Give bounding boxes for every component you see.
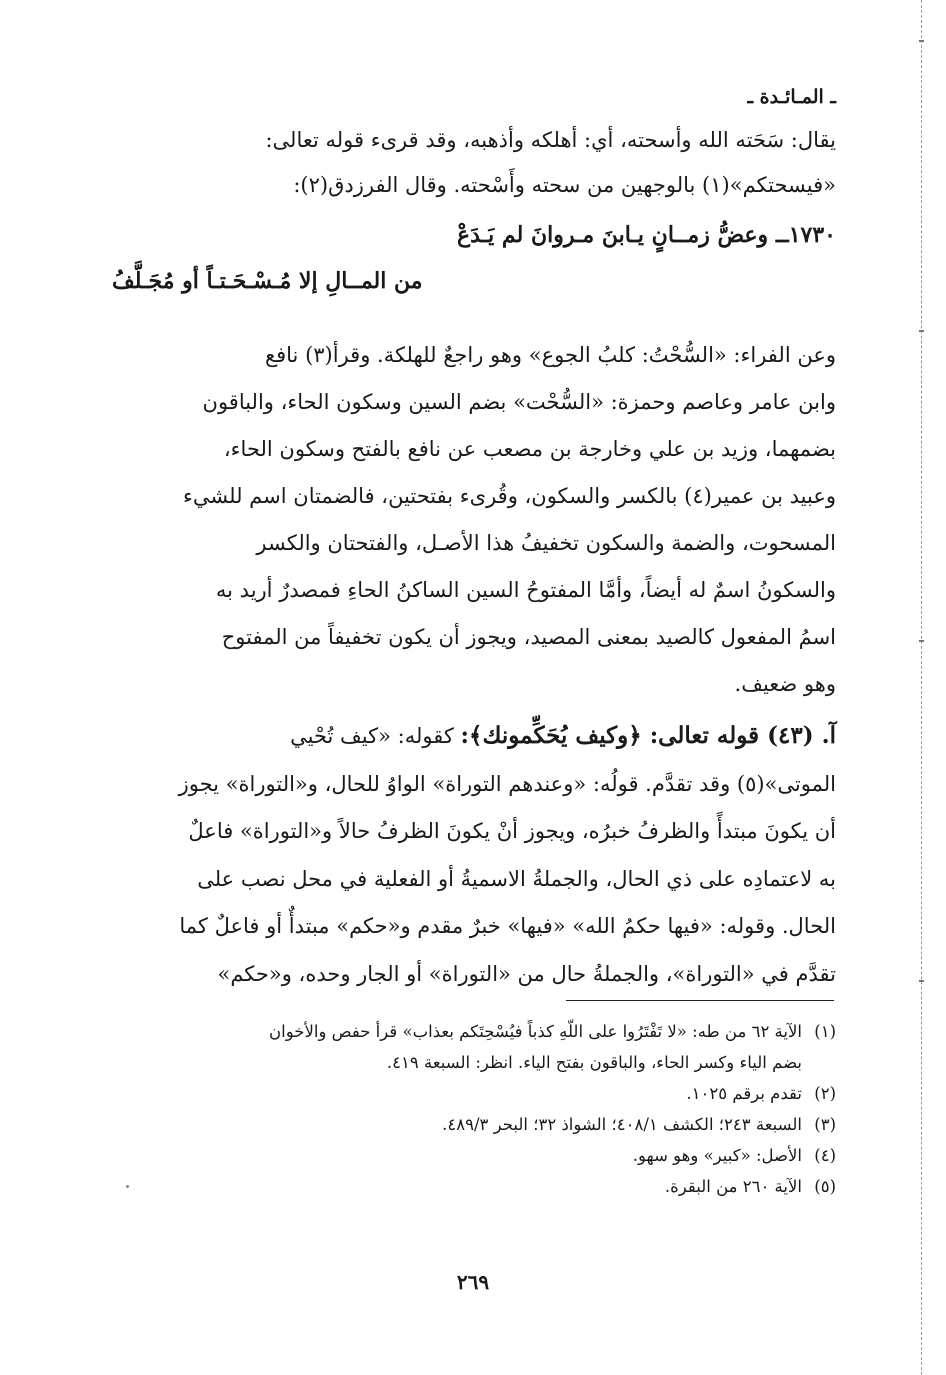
intro-line: يقال: سَحَته الله وأسحته، أي: أهلكه وأذهبه، وقد قرىء قوله تعالى: (265, 128, 836, 152)
footnote-text: الأصل: «كبير» وهو سهو. (632, 1146, 802, 1165)
running-header: ـ المـائـدة ـ (747, 86, 836, 108)
footnote-number: (٥) (814, 1177, 836, 1196)
footnote-text: تقدم برقم ١٠٢٥. (686, 1084, 802, 1103)
verse-first-hemistich: ١٧٣٠ــ وعضُّ زمــانٍ يـابنَ مـروانَ لم يَـدَعْ (457, 222, 836, 248)
verse-heading: آ. (٤٣) قوله تعالى: ﴿وكيف يُحَكِّمونك﴾: (460, 722, 836, 749)
text-line: الحال. وقوله: «فيها حكمُ الله» «فيها» خبرٌ مقدم و«حكم» مبتدأٌ أو فاعلٌ كما (179, 914, 836, 938)
footnote-text: الآية ٦٢ من طه: «لا تَفْتَرُوا على اللّهِ كذباً فيُسْحِتَكم بعذاب» قرأ حفص والأخوان (269, 1022, 802, 1041)
text-line: المسحوت، والضمة والسكون تخفيفُ هذا الأصـل، والفتحتان والكسر (256, 531, 836, 555)
page-number: ٢٦٩ (456, 1270, 490, 1294)
edge-tick (919, 980, 924, 982)
footnote-number: (٤) (814, 1146, 836, 1165)
edge-tick (919, 330, 924, 332)
paragraph-readings (112, 332, 836, 708)
paragraph-verse-43 (112, 712, 836, 998)
edge-tick (919, 640, 924, 642)
verse-heading-rest: كقوله: «كيف تُحْيي (290, 724, 461, 748)
text-line: أن يكونَ مبتدأً والظرفُ خبرُه، ويجوز أنْ يكونَ الظرفُ حالاً و«التوراة» فاعلٌ (188, 819, 836, 843)
page-edge-dashed-line (921, 0, 922, 1375)
text-line: به لاعتمادِه على ذي الحال، والجملةُ الاسميةُ أو الفعلية في محل نصب على (197, 866, 836, 891)
footnote-continuation: بضم الياء وكسر الحاء، والباقون بفتح الياء. انظر: السبعة ٤١٩. (386, 1053, 802, 1072)
intro-line: «فيسحتكم»(١) بالوجهين من سحته وأَسْحته. وقال الفرزدق(٢): (293, 173, 836, 197)
footnote (112, 1078, 836, 1109)
footnote (112, 1109, 836, 1140)
intro-text (112, 118, 836, 208)
footnote-number: (٣) (814, 1115, 836, 1134)
footnote-text: السبعة ٢٤٣؛ الكشف ٤٠٨/١؛ الشواذ ٣٢؛ البحر ٤٨٩/٣. (442, 1115, 802, 1134)
text-line: تقدَّم في «التوراة»، والجملةُ حال من «التوراة» أو الجار وحده، و«حكم» (217, 961, 836, 986)
text-line: وابن عامر وعاصم وحمزة: «السُّحْت» بضم السين وسكون الحاء، والباقون (202, 390, 836, 414)
footnote (112, 1016, 836, 1078)
verse-second-hemistich: من المــالِ إلا مُـسْـحَـتـاً أو مُجَـلَّفُ (112, 268, 423, 294)
footnote-number: (١) (814, 1022, 836, 1041)
text-line: وهو ضعيف. (734, 672, 836, 696)
footnote-number: (٢) (814, 1084, 836, 1103)
verse-heading-line (112, 712, 836, 761)
text-line: بضمهما، وزيد بن علي وخارجة بن مصعب عن نافع بالفتح وسكون الحاء، (223, 437, 836, 461)
footnote (112, 1140, 836, 1171)
footnote (112, 1171, 836, 1202)
footnote-text: الآية ٢٦٠ من البقرة. (664, 1177, 802, 1196)
footnote-separator (566, 1000, 834, 1001)
text-line: وعبيد بن عمير(٤) بالكسر والسكون، وقُرىء بفتحتين، فالضمتان اسم للشيء (183, 484, 836, 508)
text-line: اسمُ المفعول كالصيد بمعنى المصيد، ويجوز أن يكون تخفيفاً من المفتوح (221, 625, 836, 649)
footnotes (112, 1016, 836, 1202)
text-line: وعن الفراء: «السُّحْتُ: كلبُ الجوع» وهو راجعٌ للهلكة. وقرأ(٣) نافع (264, 343, 836, 367)
text-line: الموتى»(٥) وقد تقدَّم. قولُه: «وعندهم التوراة» الواوُ للحال، و«التوراة» يجوز (178, 771, 836, 796)
edge-tick (919, 40, 924, 42)
text-line: والسكونُ اسمٌ له أيضاً، وأمَّا المفتوحُ السين الساكنُ الحاءِ فمصدرٌ أريد به (215, 578, 836, 602)
